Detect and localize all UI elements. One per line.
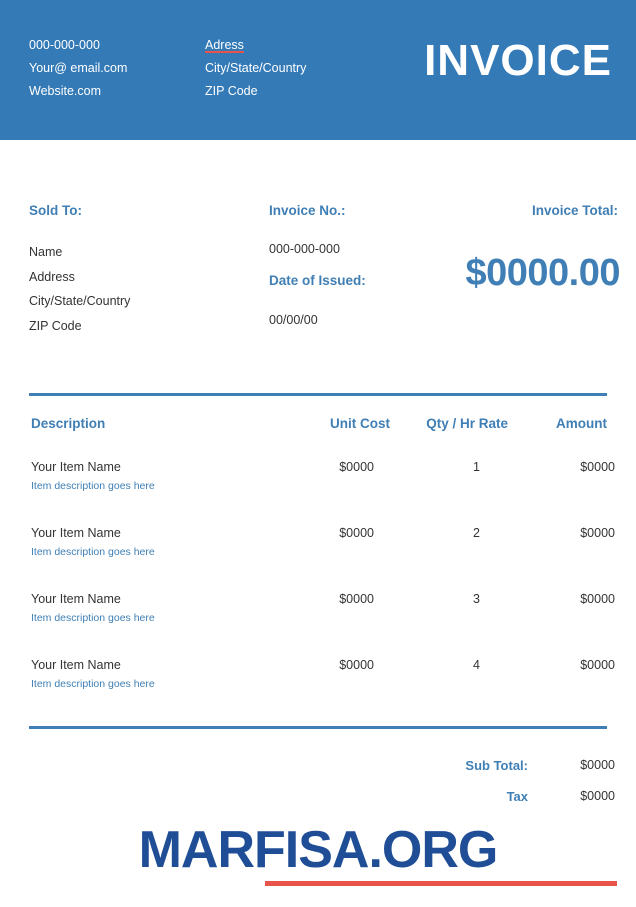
invoice-number-value: 000-000-000 [269,242,340,256]
item-description: Item description goes here [31,480,155,492]
item-description: Item description goes here [31,546,155,558]
header-address-line3: ZIP Code [205,84,258,98]
page-title: INVOICE [424,36,612,85]
column-header-description: Description [31,416,106,431]
invoice-header [0,0,636,140]
item-name: Your Item Name [31,592,121,606]
sold-to-zip: ZIP Code [29,318,82,333]
item-name: Your Item Name [31,658,121,672]
item-unit-cost: $0000 [339,592,374,606]
tax-label: Tax [506,789,528,804]
column-header-amount: Amount [556,416,607,431]
column-header-qty: Qty / Hr Rate [426,416,508,431]
watermark-text: MARFISA.ORG [138,821,498,879]
header-phone: 000-000-000 [29,38,100,52]
header-address-line2: City/State/Country [205,61,307,75]
date-issued-label: Date of Issued: [269,273,366,288]
header-address-block [205,34,306,103]
divider-bottom [29,726,607,729]
watermark-underline-bar [265,881,617,886]
sold-to-address: Address [29,269,75,284]
date-issued-value: 00/00/00 [269,313,318,327]
sold-to-name: Name [29,245,63,259]
item-unit-cost: $0000 [339,658,374,672]
item-qty: 3 [473,592,480,606]
item-amount: $0000 [580,460,615,474]
item-qty: 1 [473,460,480,474]
item-qty: 2 [473,526,480,540]
item-unit-cost: $0000 [339,526,374,540]
column-header-unit-cost: Unit Cost [330,416,390,431]
item-amount: $0000 [580,526,615,540]
header-email: Your@ email.com [29,61,128,75]
sold-to-city: City/State/Country [29,294,131,308]
item-name: Your Item Name [31,460,121,474]
sold-to-block [29,240,130,338]
invoice-total-value: $0000.00 [465,252,620,294]
divider-top [29,393,607,396]
watermark [0,820,636,880]
header-contact-block [29,34,127,103]
header-address-line1: Adress [205,38,244,52]
item-amount: $0000 [580,658,615,672]
item-amount: $0000 [580,592,615,606]
header-website: Website.com [29,84,102,98]
invoice-total-label: Invoice Total: [531,203,618,218]
sold-to-label: Sold To: [29,203,82,218]
sub-total-label: Sub Total: [465,758,528,773]
item-qty: 4 [473,658,480,672]
item-description: Item description goes here [31,678,155,690]
item-description: Item description goes here [31,612,155,624]
item-name: Your Item Name [31,526,121,540]
sub-total-value: $0000 [580,758,615,772]
item-unit-cost: $0000 [339,460,374,474]
tax-value: $0000 [580,789,615,803]
invoice-number-label: Invoice No.: [269,203,346,218]
